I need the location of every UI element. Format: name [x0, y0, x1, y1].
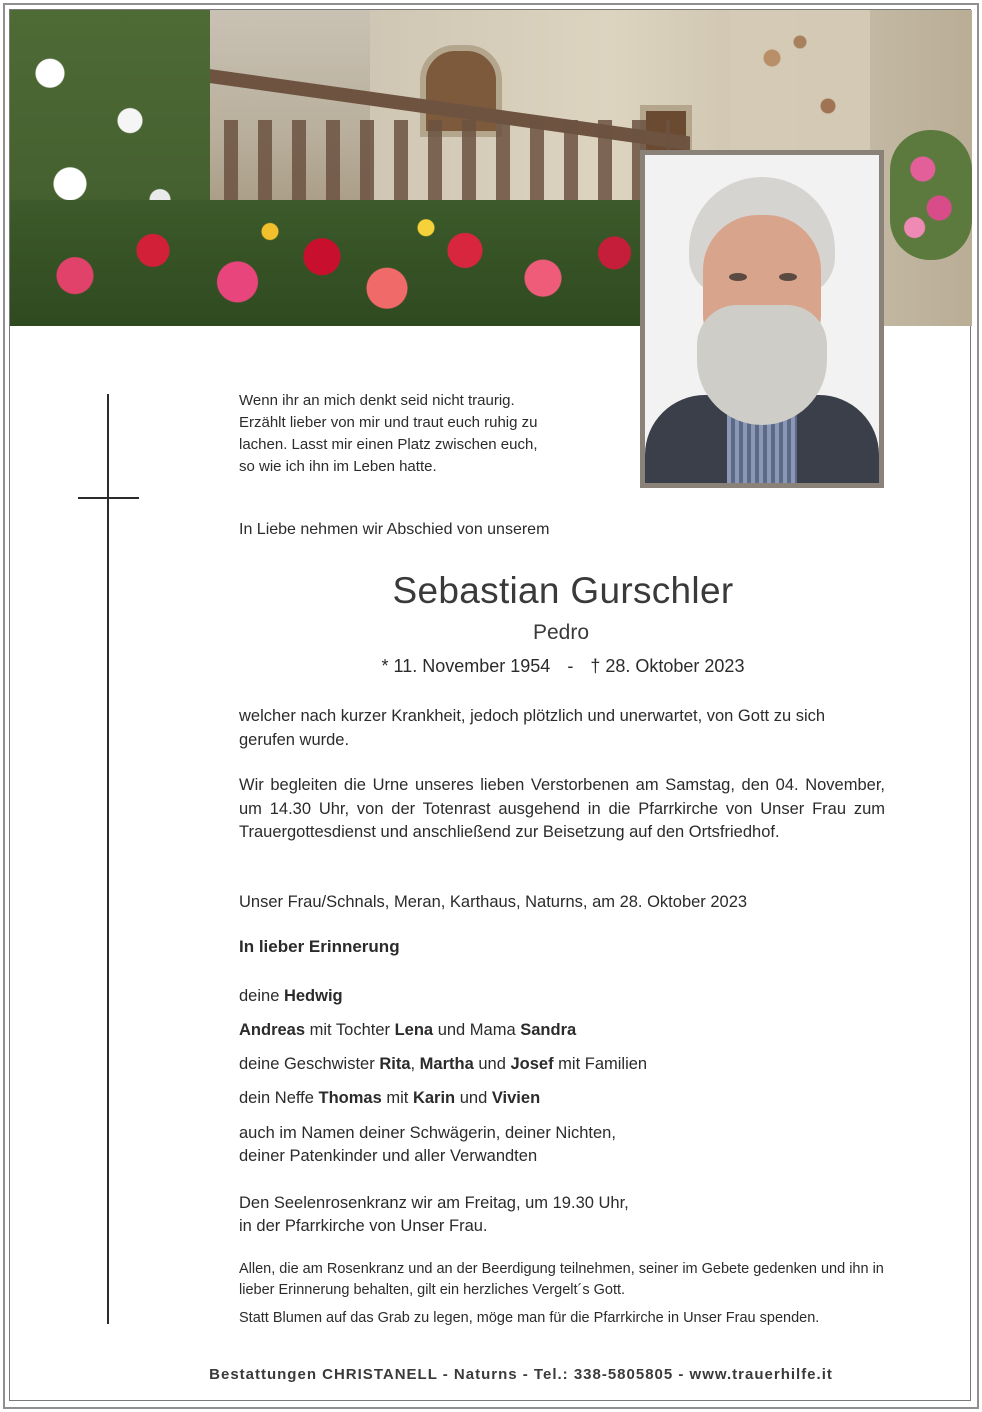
mourner-line: deine Hedwig: [239, 987, 343, 1005]
poem-line: Wenn ihr an mich denkt seid nicht traurig.: [239, 392, 515, 409]
portrait-photo: [640, 150, 884, 488]
mourners-heading: In lieber Erinnerung: [239, 937, 400, 956]
deceased-name: Sebastian Gurschler: [392, 570, 734, 611]
cross-icon: [107, 394, 109, 1324]
funeral-paragraph: Wir begleiten die Urne unseres lieben Verstorbenen am Samstag, den 04. November, um 14.30 Uhr, von der Totenrast ausgehend in die Pfarrkirche von Unser Frau zum Trauergottesdienst und anschließend zur Beisetzung auf den Ortsfriedhof.: [239, 776, 885, 841]
poem-line: lachen. Lasst mir einen Platz zwischen euch,: [239, 436, 538, 453]
mourner-line: Andreas mit Tochter Lena und Mama Sandra: [239, 1021, 577, 1039]
poem-line: so wie ich ihn im Leben hatte.: [239, 458, 437, 475]
mourner-line: dein Neffe Thomas mit Karin und Vivien: [239, 1089, 541, 1107]
deceased-nickname: Pedro: [532, 621, 590, 644]
mourner-line: auch im Namen deiner Schwägerin, deiner Nichten, deiner Patenkinder und aller Verwandten: [239, 1124, 616, 1165]
thanks-text: Allen, die am Rosenkranz und an der Beerdigung teilnehmen, seiner im Gebete gedenken und ihn in lieber Erinnerung behalten, gilt ein herzliches Vergelt´s Gott.: [239, 1261, 884, 1298]
death-date: † 28. Oktober 2023: [590, 656, 745, 676]
mourner-line: deine Geschwister Rita, Martha und Josef mit Familien: [239, 1055, 648, 1073]
donation-text: Statt Blumen auf das Grab zu legen, möge man für die Pfarrkirche in Unser Frau spenden.: [239, 1310, 820, 1326]
rosary-notice: Den Seelenrosenkranz wir am Freitag, um 19.30 Uhr, in der Pfarrkirche von Unser Frau.: [239, 1194, 629, 1235]
illness-paragraph: welcher nach kurzer Krankheit, jedoch plötzlich und unerwartet, von Gott zu sich gerufen wurde.: [239, 707, 826, 749]
birth-date: * 11. November 1954: [381, 656, 551, 676]
intro-text: In Liebe nehmen wir Abschied von unserem: [239, 521, 550, 538]
poem: [239, 390, 619, 478]
poem-line: Erzählt lieber von mir und traut euch ruhig zu: [239, 414, 538, 431]
date-separator: -: [567, 656, 574, 676]
footer-funeral-home: Bestattungen CHRISTANELL - Naturns - Tel.: 338-5805805 - www.trauerhilfe.it: [209, 1366, 833, 1383]
life-dates: [0, 656, 982, 677]
cross-icon-bar: [78, 497, 139, 499]
place-date: Unser Frau/Schnals, Meran, Karthaus, Naturns, am 28. Oktober 2023: [239, 893, 748, 911]
